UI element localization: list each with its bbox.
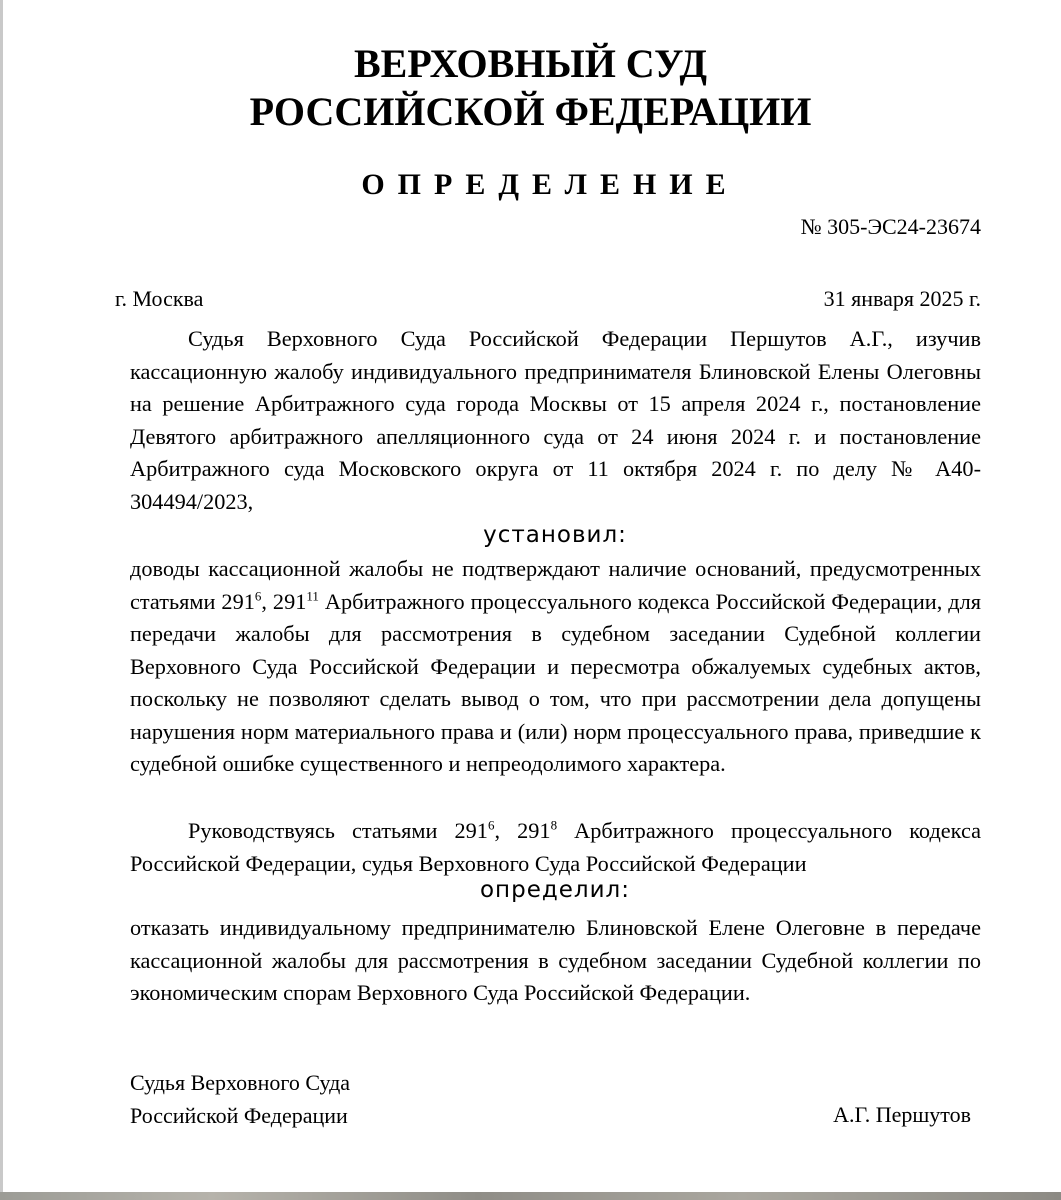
signature-name: А.Г. Першутов [833,1102,971,1127]
guided-text-1: Руководствуясь статьями 291 [188,818,488,843]
document-date: 31 января 2025 г. [823,286,981,311]
established-paragraph [130,553,981,781]
intro-paragraph: Судья Верховного Суда Российской Федерации Першутов А.Г., изучив кассационную жалобу индивидуального предпринимателя Блиновской Елены Олеговны на решение Арбитражного суда города Москвы от 15 апреля 2024 г., постановление Девятого арбитражного апелляционного суда от 24 июня 2024 г. и постановление Арбитражного суда Московского округа от 11 октября 2024 г. по делу № А40-304494/2023, [130,326,981,514]
guided-text-2: , 291 [494,818,551,843]
guided-paragraph [130,815,981,880]
article-superscript: 6 [254,588,262,604]
city: г. Москва [115,286,204,311]
document-number: № 305-ЭС24-23674 [800,214,981,239]
court-title-line2: РОССИЙСКОЙ ФЕДЕРАЦИИ [249,89,812,134]
article-superscript: 11 [306,588,319,604]
page-bottom-edge [0,1192,1061,1200]
established-text-1: доводы кассационной жалобы не подтверждают наличие оснований, предусмотренных статьями 291 [130,556,981,614]
decided-heading: определил: [479,877,630,903]
established-heading: установил: [483,522,627,548]
established-text-2: , 291 [261,588,307,614]
established-text-3: Арбитражного процессуального кодекса Российской Федерации, для передачи жалобы для рассмотрения в судебном заседании Судебной коллегии Верховного Суда Российской Федерации и пересмотра обжалуемых судебных актов, поскольку не позволяют сделать вывод о том, что при рассмотрении дела допущены нарушения норм материального права и (или) норм процессуального права, приведшие к судебной ошибке существенного и непреодолимого характера. [130,588,982,776]
signature-title-line2: Российской Федерации [130,1102,348,1128]
signature-title-line1: Судья Верховного Суда [130,1070,351,1095]
court-title [0,40,1061,136]
signature-title [130,1067,350,1132]
document-type: ОПРЕДЕЛЕНИЕ [361,168,739,201]
article-superscript: 6 [487,817,495,833]
article-superscript: 8 [550,817,558,833]
decided-paragraph: отказать индивидуальному предпринимателю Блиновской Елене Олеговне в передаче кассационной жалобы для рассмотрения в судебном заседании Судебной коллегии по экономическим спорам Верховного Суда Российской Федерации. [130,915,981,1005]
court-title-line1: ВЕРХОВНЫЙ СУД [353,41,707,86]
guided-text-3: Арбитражного процессуального кодекса Российской Федерации, судья Верховного Суда Российской Федерации [130,818,982,876]
